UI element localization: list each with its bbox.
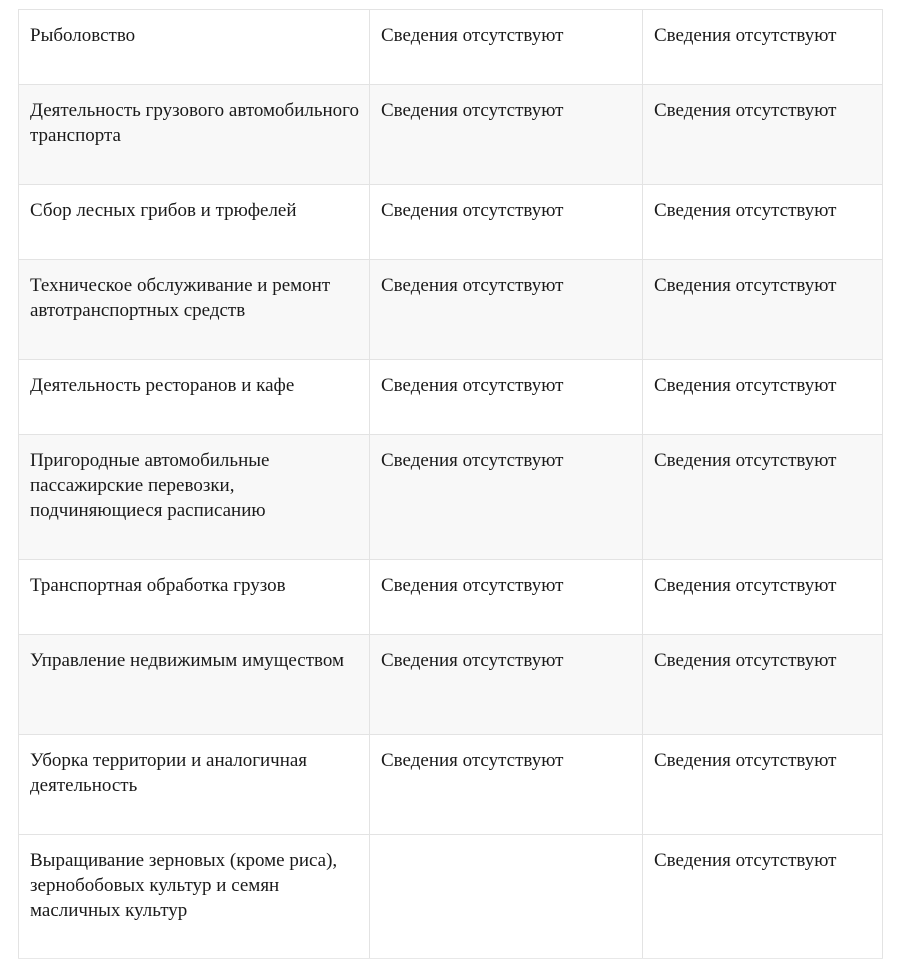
info-cell: Сведения отсутствуют (370, 435, 643, 560)
activity-cell: Пригородные автомобильные пассажирские перевозки, подчиняющиеся расписанию (19, 435, 370, 560)
activity-cell: Выращивание зерновых (кроме риса), зернобобовых культур и семян масличных культур (19, 835, 370, 959)
table-row (19, 360, 883, 435)
activity-cell: Сбор лесных грибов и трюфелей (19, 185, 370, 260)
info-cell: Сведения отсутствуют (643, 835, 883, 959)
table-row (19, 185, 883, 260)
info-cell: Сведения отсутствуют (643, 560, 883, 635)
info-cell: Сведения отсутствуют (370, 735, 643, 835)
info-cell: Сведения отсутствуют (370, 85, 643, 185)
info-cell: Сведения отсутствуют (370, 185, 643, 260)
info-cell: Сведения отсутствуют (370, 560, 643, 635)
info-cell: Сведения отсутствуют (643, 10, 883, 85)
info-cell: Сведения отсутствуют (643, 185, 883, 260)
activity-cell: Транспортная обработка грузов (19, 560, 370, 635)
table-row (19, 560, 883, 635)
activity-cell: Уборка территории и аналогичная деятельность (19, 735, 370, 835)
info-cell: Сведения отсутствуют (370, 635, 643, 735)
table-row (19, 260, 883, 360)
info-cell: Сведения отсутствуют (370, 10, 643, 85)
activity-cell: Деятельность ресторанов и кафе (19, 360, 370, 435)
info-cell: Сведения отсутствуют (643, 635, 883, 735)
info-cell (370, 835, 643, 959)
activities-table-container (18, 9, 882, 959)
info-cell: Сведения отсутствуют (643, 735, 883, 835)
activity-cell: Деятельность грузового автомобильного транспорта (19, 85, 370, 185)
table-row (19, 435, 883, 560)
table-row (19, 835, 883, 959)
table-row (19, 635, 883, 735)
info-cell: Сведения отсутствуют (370, 260, 643, 360)
info-cell: Сведения отсутствуют (643, 435, 883, 560)
info-cell: Сведения отсутствуют (643, 85, 883, 185)
info-cell: Сведения отсутствуют (643, 360, 883, 435)
table-row (19, 10, 883, 85)
activity-cell: Рыболовство (19, 10, 370, 85)
activity-cell: Управление недвижимым имуществом (19, 635, 370, 735)
info-cell: Сведения отсутствуют (370, 360, 643, 435)
table-row (19, 85, 883, 185)
activity-cell: Техническое обслуживание и ремонт автотранспортных средств (19, 260, 370, 360)
table-row (19, 735, 883, 835)
activities-table (18, 9, 883, 959)
info-cell: Сведения отсутствуют (643, 260, 883, 360)
